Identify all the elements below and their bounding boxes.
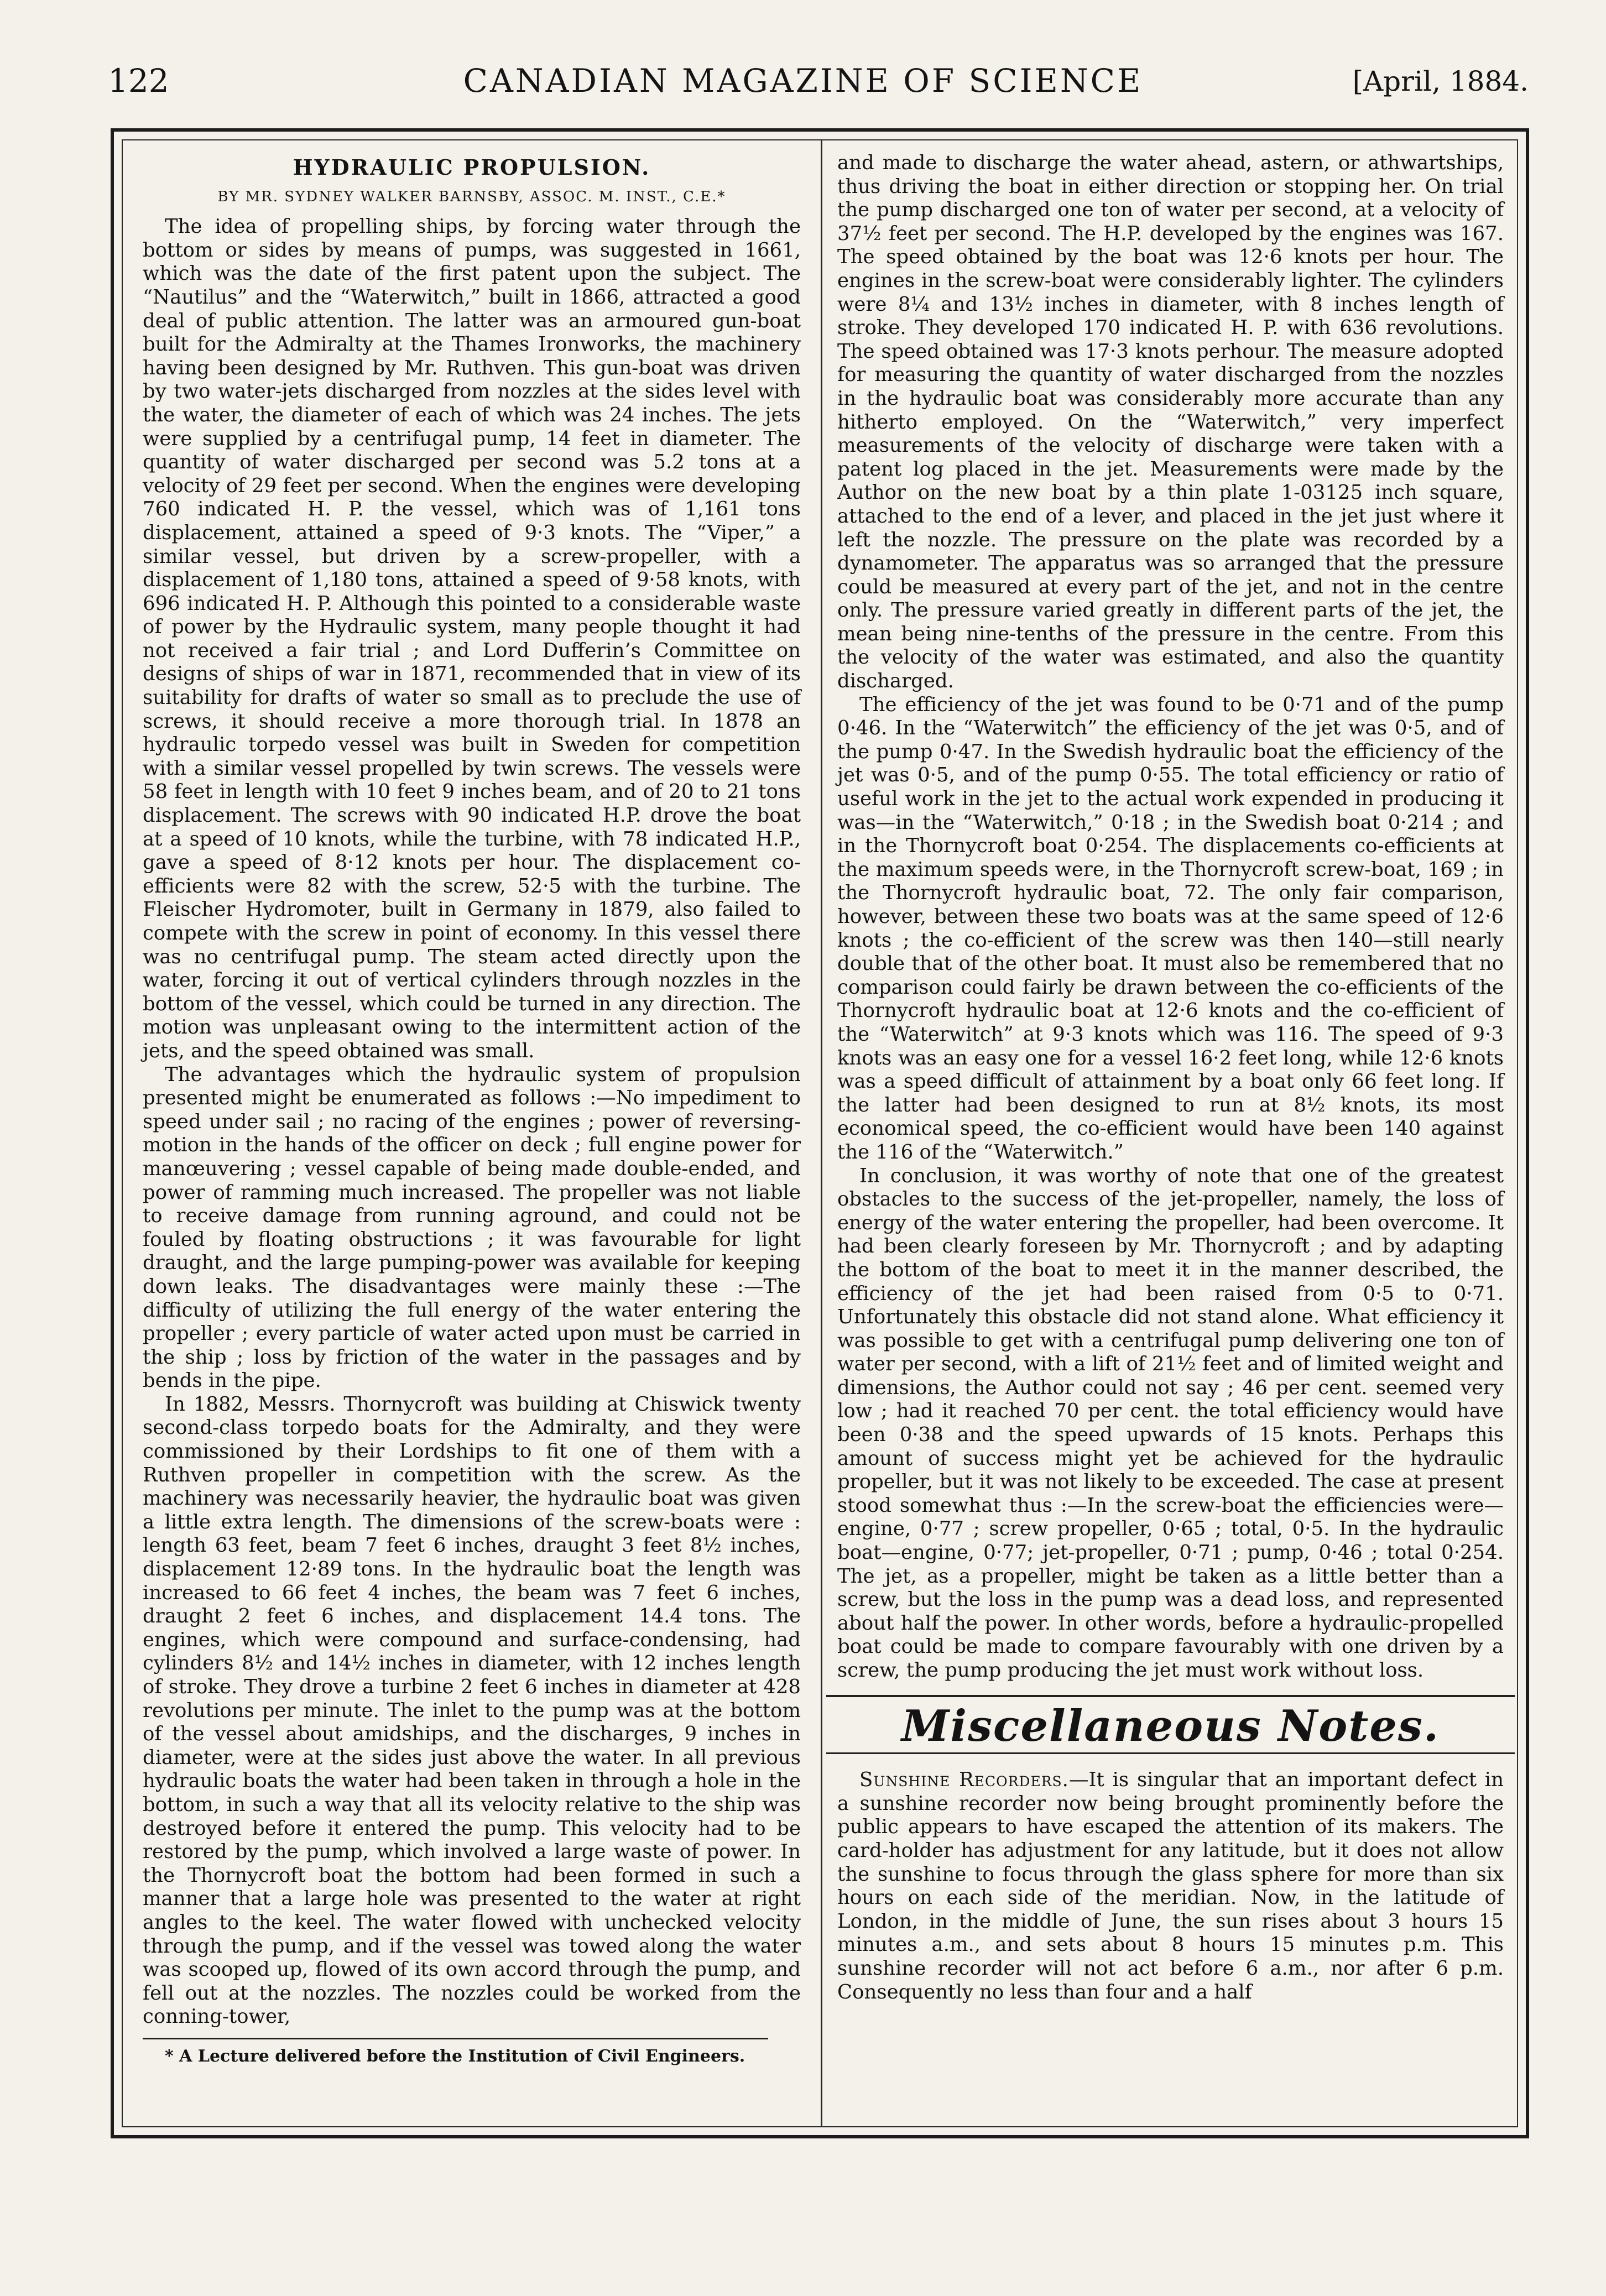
paragraph: The idea of propelling ships, by forcing water through the bottom or sides by means of pumps, was suggested in 1661, which was the date of the first patent upon the subject. The “Nautilus” and the “Waterwitch,” built in 1866, attracted a good deal of public attention. The latter was an armoured gun-boat built for the Admiralty at the Thames Ironworks, the machinery having been designed by Mr. Ruthven. This gun-boat was driven by two water-jets discharged from nozzles at the sides level with the water, the diameter of each of which was 24 inches. The jets were supplied by a centrifugal pump, 14 feet in diameter. The quantity of water discharged per second was 5.2 tons at a velocity of 29 feet per second. When the engines were developing 760 indicated H. P. the vessel, which was of 1,161 tons displacement, attained a speed of 9·3 knots. The “Viper,” a similar vessel, but driven by a screw-propeller, with a displacement of 1,180 tons, attained a speed of 9·58 knots, with 696 indicated H. P. Although this pointed to a considerable waste of power by the Hydraulic system, many people thought it had not received a fair trial ; and Lord Dufferin’s Committee on designs of ships of war in 1871, recommended that in view of its suitability for drafts of water so small as to preclude the use of screws, it should receive a more thorough trial. In 1878 an hydraulic torpedo vessel was built in Sweden for competition with a similar vessel propelled by twin screws. The vessels were 58 feet in length with 10 feet 9 inches beam, and of 20 to 21 tons displacement. The screws with 90 indicated H.P. drove the boat at a speed of 10 knots, while the turbine, with 78 indicated H.P., gave a speed of 8·12 knots per hour. The displacement co-efficients were 82 with the screw, 52·5 with the turbine. The Fleischer Hydromoter, built in Germany in 1879, also failed to compete with the screw in point of economy. In this vessel there was no centrifugal pump. The steam acted directly upon the water, forcing it out of vertical cylinders through nozzles in the bottom of the vessel, which could be turned in any direction. The motion was unpleasant owing to the intermittent action of the jets, and the speed obtained was small.: [143, 215, 801, 1062]
magazine-title: CANADIAN MAGAZINE OF SCIENCE: [463, 62, 1143, 100]
paragraph: In conclusion, it was worthy of note that one of the greatest obstacles to the success of the jet-propeller, namely, the loss of energy of the water entering the propeller, had been overcome. It had been clearly foreseen by Mr. Thornycroft ; and by adapting the bottom of the boat to meet it in the manner described, the efficiency of the jet had been raised from 0·5 to 0·71. Unfortunately this obstacle did not stand alone. What efficiency it was possible to get with a centrifugal pump delivering one ton of water per second, with a lift of 21½ feet and of limited weight and dimensions, the Author could not say ; 46 per cent. seemed very low ; had it reached 70 per cent. the total efficiency would have been 0·38 and the speed upwards of 15 knots. Perhaps this amount of success might yet be achieved for the hydraulic propeller, but it was not likely to be exceeded. The case at present stood somewhat thus :—In the screw-boat the efficiencies were—engine, 0·77 ; screw propeller, 0·65 ; total, 0·5. In the hydraulic boat—engine, 0·77; jet-propeller, 0·71 ; pump, 0·46 ; total 0·254. The jet, as a propeller, might be taken as a little better than a screw, but the loss in the pump was a dead loss, and represented about half the power. In other words, before a hydraulic-propelled boat could be made to compare favourably with one driven by a screw, the pump producing the jet must work without loss.: [837, 1164, 1504, 1682]
page-number: 122: [108, 62, 169, 100]
right-column: [837, 152, 1504, 2115]
section-rule: [826, 1695, 1515, 1697]
page-frame: [111, 128, 1529, 2138]
paragraph: The efficiency of the jet was found to be 0·71 and of the pump 0·46. In the “Waterwitch” the efficiency of the jet was 0·5, and of the pump 0·47. In the Swedish hydraulic boat the efficiency of the jet was 0·5, and of the pump 0·55. The total efficiency or ratio of useful work in the jet to the actual work expended in producing it was—in the “Waterwitch,” 0·18 ; in the Swedish boat 0·214 ; and in the Thornycroft boat 0·254. The displacements co-efficients at the maximum speeds were, in the Thornycroft screw-boat, 169 ; in the Thornycroft hydraulic boat, 72. The only fair comparison, however, between these two boats was at the same speed of 12·6 knots ; the co-efficient of the screw was then 140—still nearly double that of the other boat. It must also be remembered that no comparison could fairly be drawn between the co-efficients of the Thornycroft hydraulic boat at 12·6 knots and the co-efficient of the “Waterwitch” at 9·3 knots which was 116. The speed of 9·3 knots was an easy one for a vessel 16·2 feet long, while 12·6 knots was a speed difficult of attainment by a boat only 66 feet long. If the latter had been designed to run at 8½ knots, its most economical speed, the co-efficient would have been 140 against the 116 of the “Waterwitch.”: [837, 693, 1504, 1163]
misc-notes-heading: Miscellaneous Notes.: [901, 1700, 1440, 1751]
sunshine-recorders-note: [837, 1768, 1504, 2004]
footnote-rule: [143, 2038, 768, 2039]
paragraph: and made to discharge the water ahead, astern, or athwartships, thus driving the boat in either direction or stopping her. On trial the pump discharged one ton of water per second, at a velocity of 37½ feet per second. The H.P. developed by the engines was 167. The speed obtained by the boat was 12·6 knots per hour. The engines in the screw-boat were considerably lighter. The cylinders were 8¼ and 13½ inches in diameter, with 8 inches length of stroke. They developed 170 indicated H. P. with 636 revolutions. The speed obtained was 17·3 knots perhour. The measure adopted for measuring the quantity of water discharged from the nozzles in the hydraulic boat was considerably more accurate than any hitherto employed. On the “Waterwitch,” very imperfect measurements of the velocity of discharge were taken with a patent log placed in the jet. Measurements were made by the Author on the new boat by a thin plate 1-03125 inch square, attached to the end of a lever, and placed in the jet just where it left the nozzle. The pressure on the plate was recorded by a dynamometer. The apparatus was so arranged that the pressure could be measured at every part of the jet, and not in the centre only. The pressure varied greatly in different parts of the jet, the mean being nine-tenths of the pressure in the centre. From this the velocity of the water was estimated, and also the quantity discharged.: [837, 152, 1504, 693]
paragraph: The advantages which the hydraulic system of propulsion presented might be enumerated as follows :—No impediment to speed under sail ; no racing of the engines ; power of reversing-motion in the hands of the officer on deck ; full engine power for manœuvering ; vessel capable of being made double-ended, and power of ramming much increased. The propeller was not liable to receive damage from running aground, and could not be fouled by floating obstructions ; it was favourable for light draught, and the large pumping-power was available for keeping down leaks. The disadvantages were mainly these :—The difficulty of utilizing the full energy of the water entering the propeller ; every particle of water acted upon must be carried in the ship ; loss by friction of the water in the passages and by bends in the pipe.: [143, 1063, 801, 1392]
section-rule: [826, 1752, 1515, 1754]
paragraph: In 1882, Messrs. Thornycroft was building at Chiswick twenty second-class torpedo boats for the Admiralty, and they were commissioned by their Lordships to fit one of them with a Ruthven propeller in competition with the screw. As the machinery was necessarily heavier, the hydraulic boat was given a little extra length. The dimensions of the screw-boats were : length 63 feet, beam 7 feet 6 inches, draught 3 feet 8½ inches, displacement 12·89 tons. In the hydraulic boat the length was increased to 66 feet 4 inches, the beam was 7 feet 6 inches, draught 2 feet 6 inches, and displacement 14.4 tons. The engines, which were compound and surface-condensing, had cylinders 8½ and 14½ inches in diameter, with 12 inches length of stroke. They drove a turbine 2 feet 6 inches in diameter at 428 revolutions per minute. The inlet to the pump was at the bottom of the vessel about amidships, and the discharges, 9 inches in diameter, were at the sides just above the water. In all previous hydraulic boats the water had been taken in through a hole in the bottom, in such a way that all its velocity relative to the ship was destroyed before it entered the pump. This velocity had to be restored by the pump, which involved a large waste of power. In the Thornycroft boat the bottom had been formed in such a manner that a large hole was presented to the water at right angles to the keel. The water flowed with unchecked velocity through the pump, and if the vessel was towed along the water was scooped up, flowed of its own accord through the pump, and fell out at the nozzles. The nozzles could be worked from the conning-tower,: [143, 1392, 801, 2028]
left-column: [143, 152, 801, 2115]
article-title: HYDRAULIC PROPULSION.: [293, 155, 651, 180]
footnote: * A Lecture delivered before the Institution of Civil Engineers.: [165, 2046, 745, 2066]
article-byline: BY MR. SYDNEY WALKER BARNSBY, ASSOC. M. INST., C.E.*: [217, 188, 726, 205]
inner-border: [122, 139, 1518, 2127]
running-head: [0, 0, 1606, 127]
note-text: —It is singular that an important defect in a sunshine recorder now being brought prominently before the public appears to have escaped the attention of its makers. The card-holder has adjustment for any latitude, but it does not allow the sunshine to focus through the glass sphere for more than six hours on each side of the meridian. Now, in the latitude of London, in the middle of June, the sun rises about 3 hours 15 minutes a.m., and sets about 8 hours 15 minutes p.m. This sunshine recorder will not act before 6 a.m., nor after 6 p.m. Consequently no less than four and a half: [837, 1768, 1504, 2003]
issue-date: [April, 1884.: [1352, 65, 1529, 97]
note-title: Sunshine Recorders.: [859, 1768, 1069, 1792]
column-divider: [821, 140, 822, 2126]
